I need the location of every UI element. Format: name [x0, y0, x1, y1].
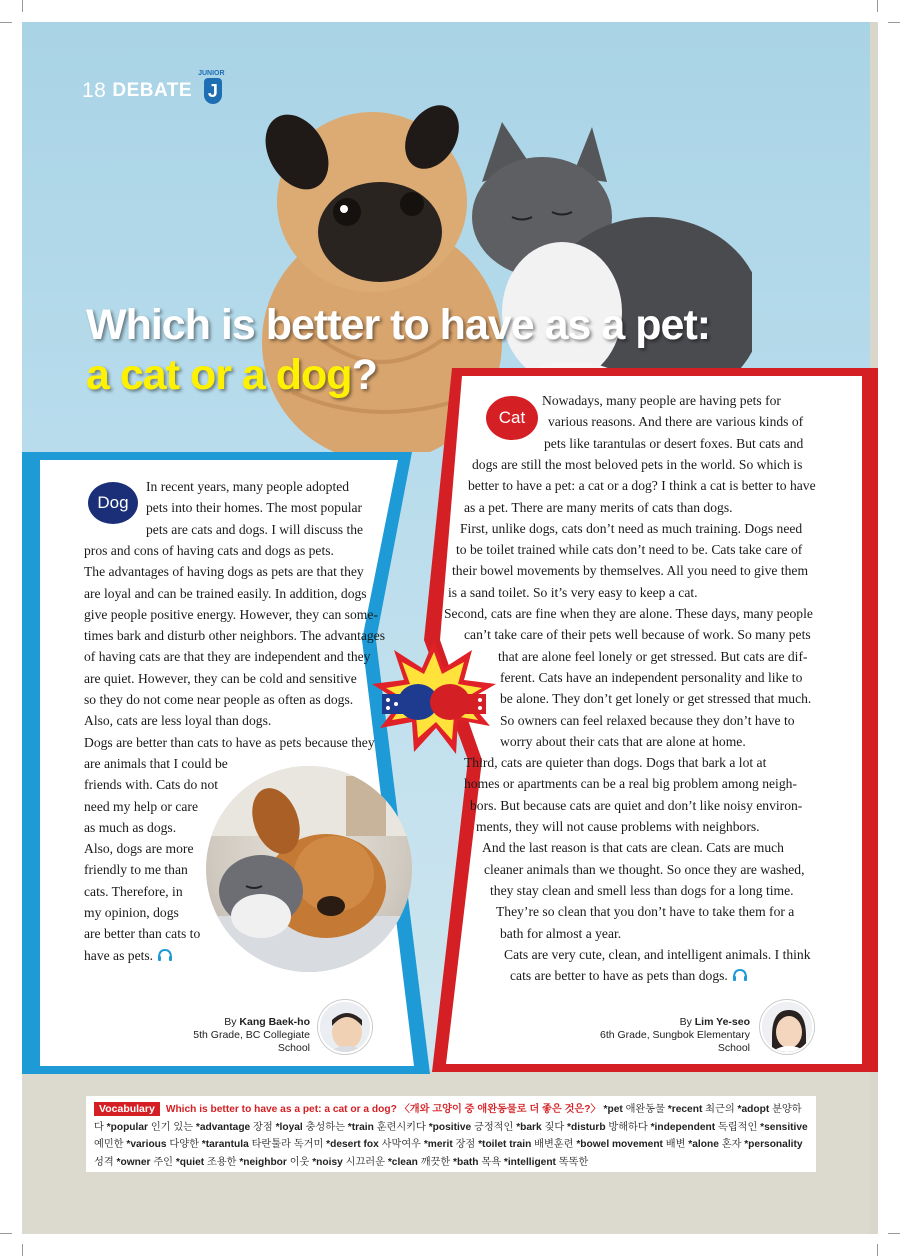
vocabulary-item [173, 1157, 237, 1168]
dog-article-line: are better than cats to [84, 926, 201, 942]
vocabulary-meaning: 사막여우 [378, 1139, 422, 1150]
vocabulary-meaning: 시끄러운 [342, 1156, 385, 1168]
vocabulary-word: *toilet train [475, 1139, 532, 1150]
dog-article-line: friends with. Cats do not [84, 777, 219, 793]
dog-article-line: give people positive energy. However, they can some- [84, 606, 378, 622]
dog-article-line: Dogs are better than cats to have as pets because they [84, 734, 375, 750]
cat-article-line: better to have a pet: a cat or a dog? I think a cat is better to have [468, 478, 816, 494]
vocabulary-tag: Vocabulary [94, 1102, 160, 1116]
cat-article-line: cats are better to have as pets than dogs. [510, 965, 748, 986]
vocabulary-meaning: 성격 [94, 1156, 114, 1168]
dog-article-line: are quiet. However, they can be cold and sensitive [84, 670, 357, 686]
vocabulary-meaning: 인기 있는 [148, 1121, 194, 1133]
cat-article-line: Second, cats are fine when they are alone. These days, many people [444, 606, 813, 621]
vocabulary-meaning: 깨끗한 [417, 1156, 451, 1168]
vocabulary-word: *noisy [309, 1156, 343, 1168]
dog-and-cat-photo [206, 766, 412, 972]
dog-article-line: cats. Therefore, in [84, 883, 183, 899]
dog-article-line: are loyal and can be trained easily. In addition, dogs [84, 585, 367, 601]
vocabulary-item [309, 1157, 385, 1168]
vocabulary-item [604, 1104, 665, 1115]
cat-article-line: Cats are very cute, clean, and intelligent animals. I think [504, 946, 811, 962]
vocabulary-item [450, 1157, 501, 1168]
vocabulary-word: *advantage [193, 1121, 251, 1133]
headline [86, 300, 710, 400]
vocabulary-meaning: 분양하다 [94, 1104, 802, 1133]
vocabulary-word: *merit [421, 1139, 453, 1150]
vocabulary-meaning: 예민한 [94, 1139, 124, 1150]
vocabulary-word: *bowel movement [573, 1139, 663, 1150]
vocabulary-item [426, 1122, 514, 1133]
headphone-icon[interactable] [732, 968, 748, 982]
vocabulary-meaning: 목욕 [478, 1156, 502, 1168]
vocabulary-word: *personality [741, 1139, 803, 1150]
vocabulary-word: *recent [664, 1104, 703, 1115]
dog-article-line: The advantages of having dogs as pets are that they [84, 564, 364, 580]
dog-article-line: so they do not come near people as often as dogs. [84, 692, 354, 707]
vocabulary-word: *positive [425, 1121, 472, 1133]
vocabulary-item [501, 1157, 588, 1168]
cat-article-line: their bowel movements by themselves. All you need to give them [452, 563, 809, 579]
cat-article-line: Nowadays, many people are having pets for [542, 393, 781, 408]
vocabulary-word: *independent [647, 1121, 716, 1133]
vocabulary-word: *various [123, 1139, 167, 1150]
vocabulary-item [104, 1122, 193, 1133]
cat-article-line: they stay clean and smell less than dogs for a long time. [490, 882, 794, 898]
dog-article-line: friendly to me than [84, 862, 188, 878]
vocabulary-word: *bark [513, 1121, 542, 1133]
cat-author-school: 6th Grade, Sungbok Elementary School [600, 1029, 751, 1054]
vocabulary-meaning: 배변훈련 [531, 1139, 574, 1150]
dog-article-line: Also, dogs are more [84, 841, 194, 857]
vocabulary-item [665, 1104, 735, 1115]
vocabulary-word: *popular [103, 1121, 148, 1133]
byline-prefix: By [224, 1016, 240, 1028]
cat-article-line: can’t take care of their pets well because of work. So many pets [464, 627, 811, 643]
junior-logo-letter: J [204, 78, 222, 104]
cat-badge: Cat [486, 396, 538, 440]
section-title: DEBATE [112, 80, 193, 101]
vocabulary-word: *quiet [173, 1156, 205, 1168]
vocabulary-item [114, 1157, 173, 1168]
vocabulary-meaning: 주인 [150, 1156, 173, 1168]
vocabulary-meaning: 다양한 [166, 1139, 199, 1150]
vocabulary-meaning: 충성하는 [302, 1121, 345, 1133]
cat-article-line: bath for almost a year. [500, 925, 622, 941]
cat-article-line: ments, they will not cause problems with neighbors. [476, 819, 760, 834]
page-number: 18 [82, 79, 107, 102]
vocabulary-title: Which is better to have as a pet: a cat or a dog? 〈개와 고양이 중 애완동물로 더 좋은 것은?〉 [165, 1104, 601, 1115]
vocabulary-item [124, 1139, 199, 1150]
vocabulary-meaning: 방해하다 [605, 1121, 648, 1133]
vocabulary-word: *tarantula [198, 1139, 249, 1150]
cat-article-line: as a pet. There are many merits of cats than dogs. [464, 499, 733, 515]
vocabulary-box [86, 1096, 816, 1172]
vocabulary-word: *owner [113, 1156, 151, 1168]
vocabulary-meaning: 최근의 [702, 1104, 735, 1115]
vocabulary-meaning: 독립적인 [715, 1121, 758, 1133]
vocabulary-item [564, 1122, 648, 1133]
dog-author-avatar [318, 1000, 372, 1054]
cat-article-line: worry about their cats that are alone at home. [500, 733, 746, 749]
dog-article-line: of having cats are that they are independent and they [84, 649, 371, 665]
vocabulary-word: *desert fox [323, 1139, 379, 1150]
cat-article-line: dogs are still the most beloved pets in the world. So which is [472, 456, 803, 472]
vocabulary-meaning: 짖다 [541, 1121, 565, 1133]
cat-byline [600, 1016, 750, 1055]
cat-article-line: pets like tarantulas or desert foxes. But cats and [544, 435, 804, 451]
vocabulary-word: *train [344, 1121, 374, 1133]
dog-author-school: 5th Grade, BC Collegiate School [193, 1029, 310, 1054]
cat-author-name: Lim Ye-seo [694, 1016, 750, 1028]
dog-article-line: pets are cats and dogs. I will discuss the [146, 521, 364, 537]
cat-article-line: homes or apartments can be a real big problem among neigh- [464, 776, 797, 792]
cat-article-line: ferent. Cats have an independent personality and like to [500, 669, 803, 685]
vocabulary-meaning: 배변 [662, 1139, 686, 1150]
vocabulary-item [574, 1139, 686, 1150]
cat-article-line: be alone. They don’t get lonely or get stressed that much. [500, 691, 812, 707]
vocabulary-meaning: 혼자 [718, 1139, 742, 1150]
dog-article-line: are animals that I could be [84, 755, 228, 771]
page-header [82, 70, 228, 108]
cat-article-line: that are alone feel lonely or get stressed. But cats are dif- [498, 648, 808, 664]
headphone-icon[interactable] [157, 948, 173, 962]
dog-byline [180, 1016, 310, 1055]
vocabulary-word: *adopt [734, 1104, 770, 1115]
cat-article-line: They’re so clean that you don’t have to take them for a [496, 904, 795, 920]
vocabulary-meaning: 장점 [452, 1139, 476, 1150]
dog-article-line: my opinion, dogs [84, 905, 179, 920]
vocabulary-word: *loyal [272, 1121, 303, 1133]
cat-article-line: various reasons. And there are various kinds of [548, 414, 804, 430]
vocabulary-word: *bath [450, 1156, 479, 1168]
cat-author-avatar [760, 1000, 814, 1054]
cat-article-line: Third, cats are quieter than dogs. Dogs that bark a lot at [464, 755, 767, 771]
headline-line-2: a cat or a dog [86, 351, 352, 399]
vocabulary-meaning: 장점 [250, 1121, 273, 1133]
vocabulary-word: *intelligent [501, 1156, 556, 1168]
vocabulary-word: *alone [685, 1139, 719, 1150]
dog-article-line: as much as dogs. [84, 819, 177, 835]
vocabulary-meaning: 이웃 [286, 1156, 310, 1168]
cat-article-line: cleaner animals than we thought. So once they are washed, [484, 861, 805, 877]
vocabulary-item [237, 1157, 310, 1168]
dog-article-line: Also, cats are less loyal than dogs. [84, 713, 272, 729]
vocabulary-word: *sensitive [757, 1121, 808, 1133]
vocabulary-item [421, 1139, 475, 1150]
headline-line-1: Which is better to have as a pet: [86, 301, 711, 349]
cat-article-line: First, unlike dogs, cats don’t need as much training. Dogs need [460, 520, 803, 536]
vocabulary-meaning: 애완동물 [622, 1104, 665, 1115]
vocabulary-item [345, 1122, 426, 1133]
vocabulary-item [385, 1157, 450, 1168]
cat-article-line: So owners can feel relaxed because they don’t have to [500, 712, 795, 728]
cat-article-line: to be toilet trained while cats don’t need to be. Cats take care of [456, 542, 803, 558]
vocabulary-item [199, 1139, 323, 1150]
dog-article-line: times bark and disturb other neighbors. The advantages [84, 628, 386, 644]
dog-article-line: have as pets. [84, 945, 173, 966]
cat-article-line: bors. But because cats are quiet and don’t like noisy environ- [470, 797, 803, 813]
vocabulary-word: *disturb [564, 1121, 606, 1133]
headline-question-mark: ? [351, 351, 377, 399]
dog-article-line: pros and cons of having cats and dogs as pets. [84, 542, 334, 558]
byline-prefix: By [679, 1016, 695, 1028]
cat-article-line: And the last reason is that cats are clean. Cats are much [482, 840, 784, 856]
junior-logo-text: JUNIOR [198, 70, 225, 77]
vocabulary-meaning: 타란툴라 독거미 [248, 1139, 324, 1150]
vocabulary-meaning: 훈련시키다 [373, 1121, 426, 1133]
vocabulary-item [475, 1139, 573, 1150]
dog-author-name: Kang Baek-ho [239, 1016, 310, 1028]
vocabulary-item [273, 1122, 345, 1133]
dog-badge: Dog [88, 482, 138, 524]
vocabulary-item [193, 1122, 273, 1133]
vocabulary-meaning: 조용한 [204, 1156, 237, 1168]
vocabulary-word: *pet [603, 1104, 623, 1115]
vocabulary-item [513, 1122, 564, 1133]
vocabulary-item [648, 1122, 758, 1133]
vocabulary-meaning: 똑똑한 [555, 1156, 589, 1168]
vocabulary-item [323, 1139, 421, 1150]
dog-article-line: pets into their homes. The most popular [146, 500, 363, 516]
vocabulary-meaning: 긍정적인 [471, 1121, 514, 1133]
dog-article-line: In recent years, many people adopted [146, 479, 350, 494]
dog-article-line: need my help or care [84, 798, 198, 814]
cat-article-line: is a sand toilet. So it’s very easy to keep a cat. [448, 584, 698, 600]
boxing-gloves-versus-icon [372, 640, 496, 754]
vocabulary-word: *neighbor [236, 1156, 287, 1168]
junior-logo [198, 70, 228, 108]
vocabulary-item [685, 1139, 741, 1150]
vocabulary-word: *clean [385, 1156, 418, 1168]
